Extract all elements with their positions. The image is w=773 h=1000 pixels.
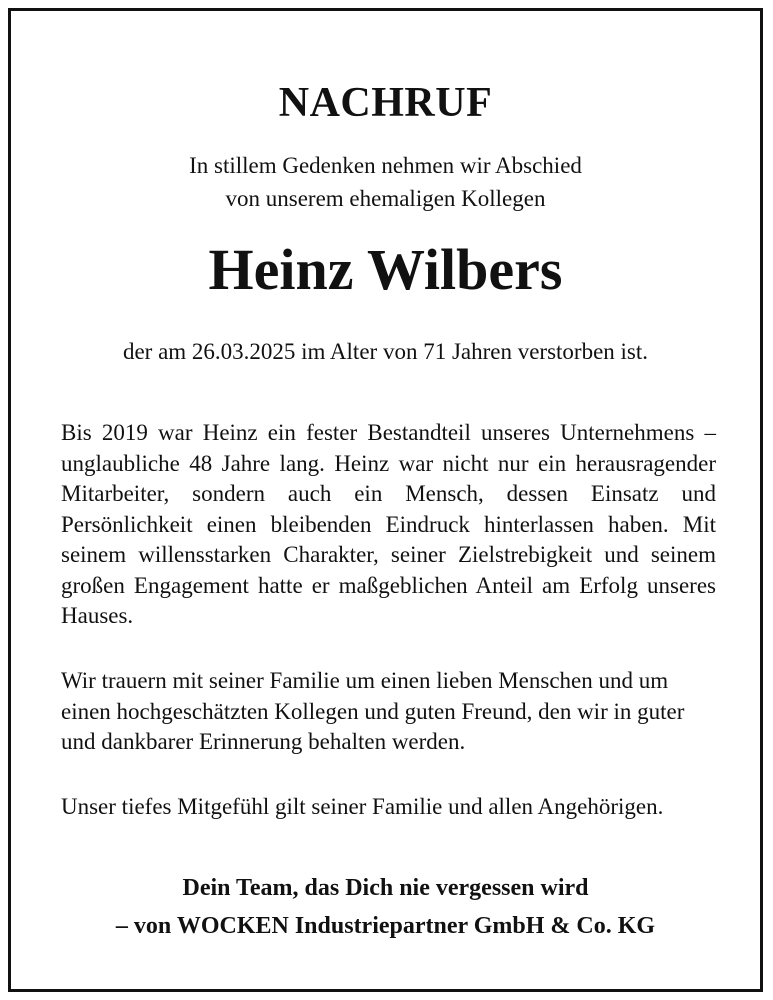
obituary-frame [8, 8, 763, 992]
obituary-title: NACHRUF [278, 80, 493, 126]
mourning-paragraph: Wir trauern mit seiner Familie um einen lieben Menschen und um einen hochgeschätzten Kollegen und guten Freund, den wir in guter und dankbarer Erinnerung behalten werden. [61, 668, 685, 754]
tribute-paragraph: Bis 2019 war Heinz ein fester Bestandteil unseres Unternehmens – unglaubliche 48 Jahre lang. Heinz war nicht nur ein herausragender Mitarbeiter, sondern auch ein Mensch, dessen Einsatz und Persönlichkeit einen bleibenden Eindruck hinterlassen haben. Mit seinem willensstarken Charakter, seiner Zielstrebigkeit und seinem großen Engagement hatte er maßgeblichen Anteil am Erfolg unseres Hauses. [61, 420, 716, 628]
intro-line-1: In stillem Gedenken nehmen wir Abschied [189, 153, 582, 178]
death-date-line: der am 26.03.2025 im Alter von 71 Jahren verstorben ist. [122, 339, 649, 364]
obituary-content [11, 11, 760, 989]
closing-line-1: Dein Team, das Dich nie vergessen wird [182, 875, 589, 901]
closing-line-2: – von WOCKEN Industriepartner GmbH & Co. KG [115, 913, 656, 939]
deceased-name: Heinz Wilbers [208, 237, 563, 302]
condolence-paragraph: Unser tiefes Mitgefühl gilt seiner Familie und allen Angehörigen. [61, 794, 664, 819]
intro-text [11, 149, 760, 215]
closing-signature [11, 869, 760, 945]
intro-line-2: von unserem ehemaligen Kollegen [225, 186, 546, 211]
